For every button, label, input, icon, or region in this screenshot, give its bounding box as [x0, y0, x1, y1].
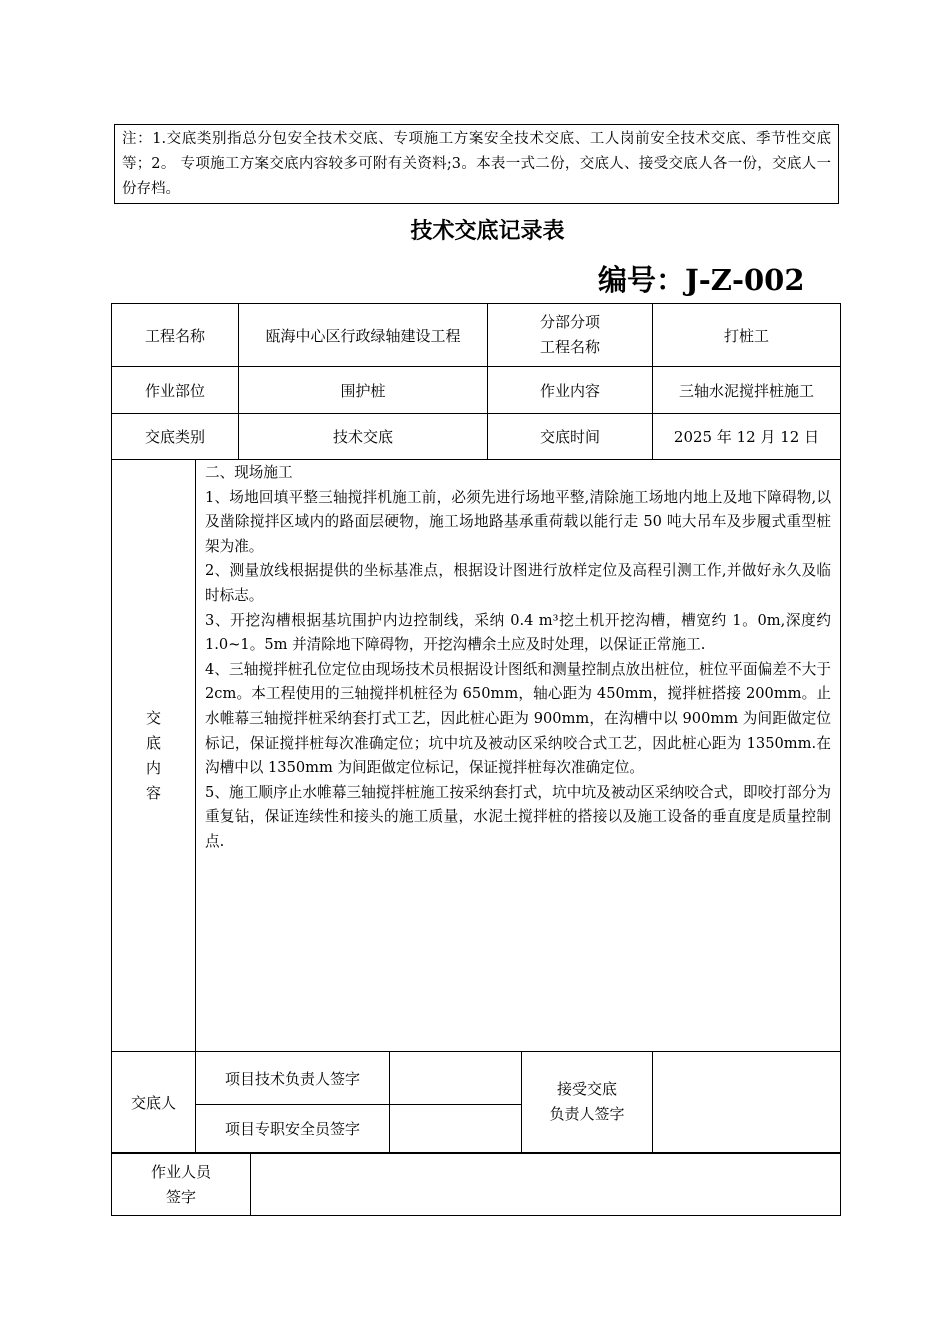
disclosure-type-label: 交底类别	[112, 414, 239, 460]
sub-project-label	[488, 304, 653, 367]
workers-sign-label-line: 作业人员	[150, 1162, 211, 1181]
content-paragraph: 5、施工顺序止水帷幕三轴搅拌桩施工按采纳套打式，坑中坑及被动区采纳咬合式，即咬打部分为重复钻，保证连续性和接头的施工质量，水泥土搅拌桩的搭接以及施工设备的垂直度是质量控制点.	[205, 783, 832, 850]
page-title: 技术交底记录表	[410, 219, 565, 244]
disclosure-table	[111, 303, 841, 1052]
content-label-char: 交	[145, 708, 161, 727]
table-row	[112, 414, 841, 460]
document-number-label: 编号：	[598, 263, 686, 297]
document-number	[598, 258, 805, 299]
workers-sign-field[interactable]	[251, 1154, 841, 1216]
project-name-label: 工程名称	[112, 304, 239, 367]
discloser-label: 交底人	[112, 1052, 196, 1153]
content-label-char: 底	[145, 733, 161, 752]
document-number-value: J-Z-002	[685, 263, 805, 297]
disclosure-time-value: 2025 年 12 月 12 日	[653, 414, 841, 460]
sub-project-label-line: 分部分项	[540, 313, 601, 331]
work-location-value: 围护桩	[239, 367, 488, 414]
table-row	[112, 304, 841, 367]
table-row	[112, 1052, 841, 1105]
content-label-char: 内	[145, 758, 161, 777]
workers-sign-label	[112, 1154, 251, 1216]
content-paragraph: 3、开挖沟槽根据基坑围护内边控制线，采纳 0.4 m³挖土机开挖沟槽，槽宽约 1。0m,深度约 1.0~1。5m 并清除地下障碍物，开挖沟槽余土应及时处理，以保证正常施工.	[205, 611, 832, 654]
workers-table	[111, 1153, 841, 1216]
sub-project-label-line: 工程名称	[540, 338, 601, 356]
work-content-value: 三轴水泥搅拌桩施工	[653, 367, 841, 414]
sub-project-value: 打桩工	[653, 304, 841, 367]
content-paragraph: 二、现场施工	[205, 464, 293, 481]
note-box: 注：1.交底类别指总分包安全技术交底、专项施工方案安全技术交底、工人岗前安全技术交底、季节性交底等；2。 专项施工方案交底内容较多可附有关资料;3。本表一式二份，交底人、接受交底人各一份，交底人一份存档。	[114, 124, 839, 204]
content-paragraph: 1、场地回填平整三轴搅拌机施工前，必须先进行场地平整,清除施工场地内地上及地下障碍物,以及凿除搅拌区域内的路面层硬物，施工场地路基承重荷载以能行走 50 吨大吊车及步履式重型桩架为准。	[205, 488, 832, 555]
disclosure-content	[196, 460, 841, 1052]
safety-officer-sign-label: 项目专职安全员签字	[196, 1105, 390, 1153]
table-row	[112, 367, 841, 414]
work-location-label: 作业部位	[112, 367, 239, 414]
content-paragraph: 4、三轴搅拌桩孔位定位由现场技术员根据设计图纸和测量控制点放出桩位，桩位平面偏差不大于 2cm。本工程使用的三轴搅拌机桩径为 650mm，轴心距为 450mm，搅拌桩搭接 200mm。止水帷幕三轴搅拌桩采纳套打式工艺，因此桩心距为 900mm，在沟槽中以 900mm 为间距做定位标记，保证搅拌桩每次准确定位；坑中坑及被动区采纳咬合式工艺，因此桩心距为 1350mm.在沟槽中以 1350mm 为间距做定位标记，保证搅拌桩每次准确定位。	[205, 660, 832, 777]
workers-sign-label-line: 签字	[165, 1187, 196, 1206]
disclosure-time-label: 交底时间	[488, 414, 653, 460]
table-row	[112, 1154, 841, 1216]
content-label	[112, 460, 196, 1052]
receiver-sign-field[interactable]	[653, 1052, 841, 1153]
signature-table	[111, 1051, 841, 1153]
project-name-value: 瓯海中心区行政绿轴建设工程	[239, 304, 488, 367]
receiver-sign-label	[522, 1052, 653, 1153]
tech-lead-sign-field[interactable]	[390, 1052, 522, 1105]
content-label-char: 容	[145, 783, 161, 802]
disclosure-type-value: 技术交底	[239, 414, 488, 460]
safety-officer-sign-field[interactable]	[390, 1105, 522, 1153]
receiver-sign-label-line: 接受交底	[556, 1080, 617, 1098]
work-content-label: 作业内容	[488, 367, 653, 414]
content-paragraph: 2、测量放线根据提供的坐标基准点，根据设计图进行放样定位及高程引测工作,并做好永久及临时标志。	[205, 562, 832, 604]
receiver-sign-label-line: 负责人签字	[549, 1105, 625, 1123]
tech-lead-sign-label: 项目技术负责人签字	[196, 1052, 390, 1105]
table-row	[112, 460, 841, 1052]
